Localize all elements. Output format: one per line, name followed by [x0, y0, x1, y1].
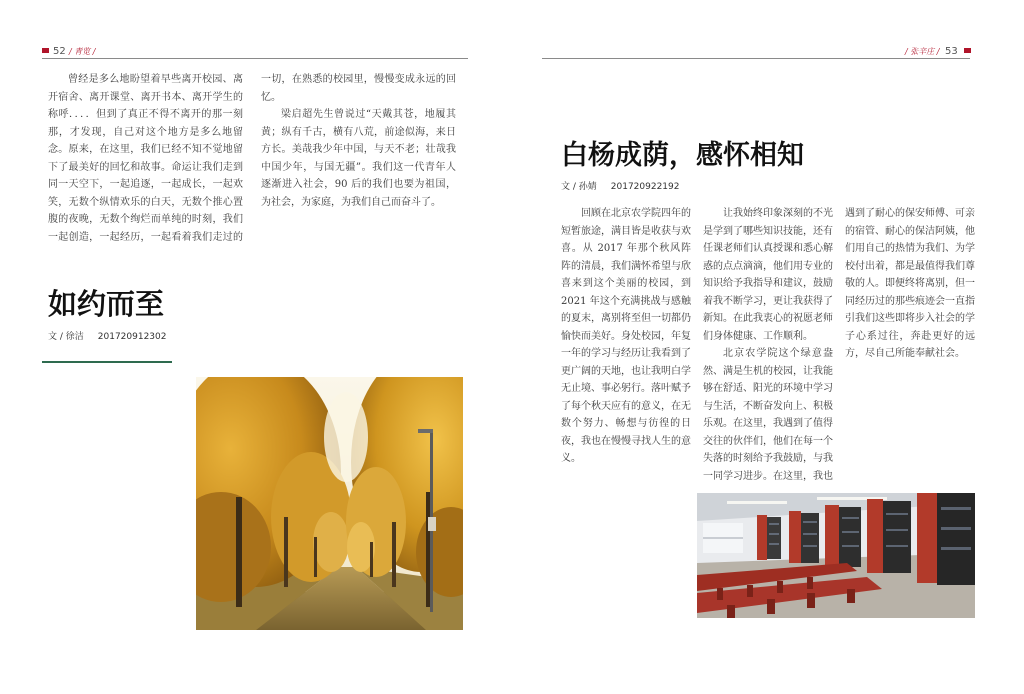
article-title: 如约而至	[48, 287, 165, 321]
intro-text	[48, 71, 456, 275]
article-paragraph: 北京农学院这个绿意盎然、满是生机的校园，让我能够在舒适、阳光的环境中学习与生活，不断奋发向上、积极乐观。在这里，我遇到了值得交往的伙伴们，他们在每一个失落的时刻给予我鼓励，与我一同学习进步。在这里，我也遇到了耐心的保安师傅、可亲的宿管、耐心的保洁阿姨，他们用自己的热情为我们、为学校付出着，都是最值得我们尊敬的人。即便终将离别，但一同经历过的那些痕迹会一直指引我们这些即将步入社会的学子心系过往，奔赴更好的远方，尽自己所能奉献社会。	[703, 208, 975, 482]
header-rule-left	[42, 58, 468, 59]
byline-student-id: 201720912302	[97, 332, 167, 342]
article-paragraph: 让我始终印象深刻的不光是学到了哪些知识技能，还有任课老师们认真授课和悉心解惑的点点滴滴，他们用专业的知识给予我指导和建议，鼓励着我不断学习，更让我获得了新知。在此我衷心的祝愿老师们身体健康、工作顺利。	[703, 208, 833, 342]
section-label-left: / 青览 /	[69, 47, 96, 56]
page-number-right: 53	[945, 46, 958, 57]
intro-paragraph: 曾经是多么地盼望着早些离开校园、离开宿舍、离开课堂、离开书本、离开学生的称呼．．．．但到了真正不得不离开的那一刻那，才发现，自己对这个地方是多么地留念。原来，在这里，我们已经不知不觉地留下了最美好的回忆和故事。命运让我们走到同一天空下，一起追逐，一起成长，一起欢笑，无数个纵情欢乐的白天，无数个推心置腹的夜晚，无数个绚烂而单纯的时刻，我们一起创造，一起经历，一起看着我们走过的一切，在熟悉的校园里，慢慢变成永远的回忆。	[48, 74, 456, 243]
byline-student-id: 201720922192	[610, 182, 680, 192]
ginkgo-avenue-photo	[196, 377, 463, 630]
byline	[48, 329, 166, 342]
article-title: 白杨成荫，感怀相知	[561, 140, 804, 171]
page-marker-left	[42, 48, 49, 53]
article-body	[561, 205, 975, 485]
intro-paragraph: 梁启超先生曾说过“天戴其苍，地履其黄；纵有千古，横有八荒，前途似海，来日方长。美哉我少年中国，与天不老；壮哉我中国少年，与国无疆”。我们这一代青年人逐渐进入社会，90 后的我们也要为祖国，为社会，为家庭，为我们自己而奋斗了。	[261, 109, 456, 208]
article-paragraph: 回顾在北京农学院四年的短暂旅途，满目皆是收获与欢喜。从 2017 年那个秋风阵阵的清晨，我们满怀希望与欣喜来到这个美丽的校园，到 2021 年这个充满挑战与感触的夏末，离别将至但一切都仍愉快而美好。身处校园，年复一年的学习与经历让我看到了更广阔的天地，也让我明白学无止境、事必躬行。落叶赋予了每个秋天应有的意义，在无数个努力、畅想与彷徨的日夜，我也在慢慢寻找人生的意义。	[561, 208, 691, 464]
title-underline	[42, 361, 172, 363]
right-page	[512, 0, 1024, 694]
library-reading-room-photo	[697, 493, 975, 618]
byline-author: 文 / 徐洁	[48, 332, 84, 342]
page-number-left: 52	[53, 46, 66, 57]
byline-author: 文 / 孙婧	[561, 182, 597, 192]
header-rule-right	[542, 58, 970, 59]
section-label-right: / 张辛庄 /	[905, 47, 940, 56]
page-marker-right	[964, 48, 971, 53]
byline	[561, 179, 679, 192]
